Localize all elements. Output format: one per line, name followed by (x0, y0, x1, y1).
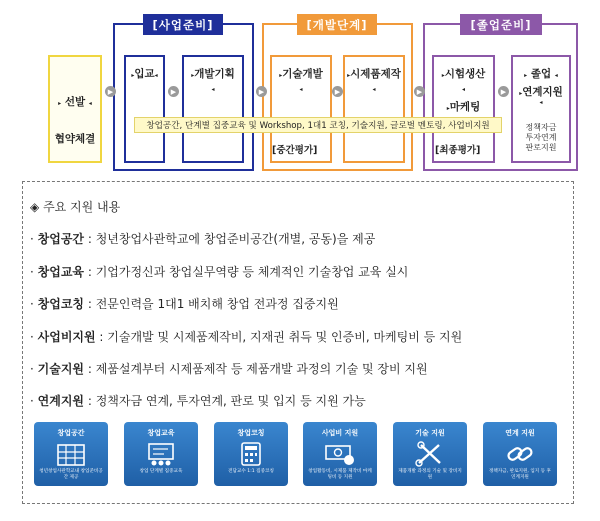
step-select-label: 선발 (64, 96, 86, 108)
step-graduate-linkage: ▸ 졸업 ◂ ▸연계지원 ◂ 정책자금 투자연계 판로지원 (511, 55, 571, 163)
tile-space: 창업공간 청년창업사관학교내 창업준비공간 제공 (34, 422, 108, 486)
step-tech-dev-label: 기술개발 (282, 68, 323, 80)
support-item: · 사업비지원 : 기술개발 및 시제품제작비, 지재권 취득 및 인증비, 마케팅비 등 지원 (30, 330, 463, 344)
link-icon (503, 441, 537, 467)
tools-icon (413, 441, 447, 467)
support-item: · 창업공간 : 청년창업사관학교에 창업준비공간(개별, 공동)을 제공 (30, 232, 376, 246)
tile-linkage: 연계 지원 정책자금, 판로지원, 입지 등 후 연계지원 (483, 422, 557, 486)
step-linkage-label: 연계지원 (522, 86, 563, 98)
support-item: · 연계지원 : 정책자금 연계, 투자연계, 판로 및 입지 등 지원 가능 (30, 394, 366, 408)
diamond-icon: ◈ (30, 200, 40, 214)
step-planning-label: 개발기획 (194, 68, 235, 80)
linkage-detail: 정책자금 투자연계 판로지원 (525, 123, 557, 152)
tile-education: 창업교육 창업 단계별 집중교육 (124, 422, 198, 486)
step-tech-dev: ▸기술개발 ◂ (270, 55, 332, 163)
tile-tech: 기술 지원 제품개발 과정의 기술 및 장비지원 (393, 422, 467, 486)
step-incubation-label: 입교 (134, 68, 155, 80)
arrow-right-icon: ▶ (414, 86, 425, 97)
stage-label-prep: [사업준비] (143, 14, 223, 35)
step-select: ▸ 선발 ◂ 협약체결 (48, 55, 102, 163)
money-icon (323, 441, 357, 467)
education-icon (144, 441, 178, 467)
final-evaluation: [최종평가] (435, 145, 481, 156)
stage-label-dev: [개발단계] (297, 14, 377, 35)
step-planning: ▸개발기획 ◂ (182, 55, 244, 163)
mid-evaluation: [중간평가] (272, 145, 318, 156)
arrow-right-icon: ▶ (332, 86, 343, 97)
step-graduate-label: 졸업 (530, 68, 552, 80)
step-pilot-prod-label: 시험생산 (444, 68, 486, 80)
support-title: ◈ 주요 지원 내용 (30, 200, 121, 214)
arrow-right-icon: ▶ (256, 86, 267, 97)
arrow-right-icon: ▶ (498, 86, 509, 97)
support-item: · 창업교육 : 기업가정신과 창업실무역량 등 체계적인 기술창업 교육 실시 (30, 265, 409, 279)
calculator-icon (234, 441, 268, 467)
building-icon (54, 441, 88, 467)
tile-coaching: 창업코칭 전담교수 1:1 집중코칭 (214, 422, 288, 486)
step-marketing-label: 마케팅 (449, 101, 481, 113)
step-incubation: ▸입교◂ (124, 55, 165, 163)
step-agreement-label: 협약체결 (54, 133, 96, 145)
step-prototype: ▸시제품제작 ◂ (343, 55, 405, 163)
arrow-right-icon: ▶ (168, 86, 179, 97)
arrow-right-icon: ▶ (105, 86, 116, 97)
support-item: · 기술지원 : 제품설계부터 시제품제작 등 제품개발 과정의 기술 및 장비 지원 (30, 362, 428, 376)
tile-funding: 사업비 지원 창업활동비, 시제품 제작비 마케팅비 등 지원 (303, 422, 377, 486)
step-prototype-label: 시제품제작 (350, 68, 401, 80)
support-summary-bar: 창업공간, 단계별 집중교육 및 Workshop, 1대1 코칭, 기술지원, 글로벌 멘토링, 사업비지원 (134, 117, 502, 133)
support-item: · 창업코칭 : 전문인력을 1대1 배치해 창업 전과정 집중지원 (30, 297, 339, 311)
step-pilot-marketing: ▸시험생산 ◂ ▸마케팅 (432, 55, 495, 163)
stage-label-grad: [졸업준비] (460, 14, 542, 35)
